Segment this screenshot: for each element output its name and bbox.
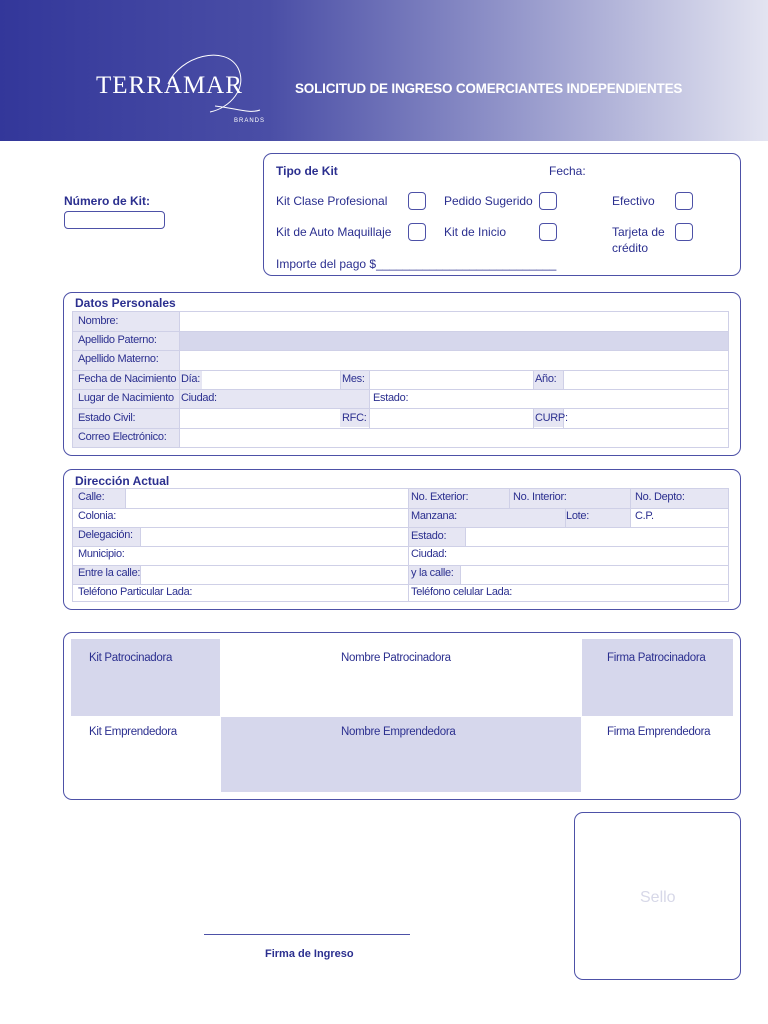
mes-label: Mes: (342, 373, 365, 385)
kit-emprendedora-label: Kit Emprendedora (89, 726, 177, 738)
sello-label: Sello (640, 889, 676, 906)
logo-subtitle: BRANDS (234, 118, 266, 124)
lugar-nacimiento-label: Lugar de Nacimiento (78, 392, 174, 404)
firma-ingreso-label: Firma de Ingreso (265, 948, 354, 960)
colonia-label: Colonia: (78, 510, 116, 522)
dir-ciudad-label: Ciudad: (411, 548, 447, 560)
no-depto-label: No. Depto: (635, 491, 685, 503)
importe-pago-label: Importe del pago $___________________________ (276, 257, 557, 271)
kit-number-label: Número de Kit: (64, 194, 151, 208)
kit-number-field[interactable] (64, 211, 165, 229)
firma-ingreso-line[interactable] (204, 934, 410, 935)
lote-label: Lote: (566, 510, 589, 522)
efectivo-label: Efectivo (612, 194, 655, 208)
kit-inicio-checkbox[interactable] (539, 223, 557, 241)
kit-clase-profesional-checkbox[interactable] (408, 192, 426, 210)
kit-inicio-label: Kit de Inicio (444, 225, 507, 239)
no-interior-label: No. Interior: (513, 491, 567, 503)
page-title: SOLICITUD DE INGRESO COMERCIANTES INDEPENDIENTES (295, 81, 683, 96)
calle-label: Calle: (78, 491, 105, 503)
estado-label: Estado: (373, 392, 409, 404)
cp-label: C.P. (635, 510, 654, 522)
datos-personales-title: Datos Personales (75, 296, 176, 310)
correo-label: Correo Electrónico: (78, 431, 167, 443)
firma-emprendedora-label: Firma Emprendedora (607, 726, 711, 738)
telefono-celular-label: Teléfono celular Lada: (411, 586, 513, 598)
manzana-label: Manzana: (411, 510, 457, 522)
tipo-kit-title: Tipo de Kit (276, 164, 338, 178)
rfc-label: RFC: (342, 412, 367, 424)
credito-label: crédito (612, 241, 649, 255)
delegacion-label: Delegación: (78, 529, 133, 541)
fecha-nacimiento-label: Fecha de Nacimiento (78, 373, 177, 385)
direccion-grid (72, 488, 729, 602)
tarjeta-credito-checkbox[interactable] (675, 223, 693, 241)
y-la-calle-label: y la calle: (411, 567, 454, 579)
kit-patrocinadora-label: Kit Patrocinadora (89, 652, 173, 664)
dir-estado-label: Estado: (411, 530, 447, 542)
apellido-paterno-field[interactable] (179, 331, 728, 348)
curp-label: CURP: (535, 412, 568, 424)
kit-clase-profesional-label: Kit Clase Profesional (276, 194, 388, 208)
estado-civil-label: Estado Civil: (78, 412, 136, 424)
efectivo-checkbox[interactable] (675, 192, 693, 210)
correo-field[interactable] (179, 428, 728, 446)
tarjeta-label: Tarjeta de (612, 225, 665, 239)
direccion-title: Dirección Actual (75, 474, 170, 488)
apellido-materno-label: Apellido Materno: (78, 353, 159, 365)
dia-label: Día: (181, 373, 200, 385)
firma-patrocinadora-label: Firma Patrocinadora (607, 652, 706, 664)
anio-label: Año: (535, 373, 557, 385)
pedido-sugerido-label: Pedido Sugerido (444, 194, 533, 208)
nombre-label: Nombre: (78, 315, 119, 327)
nombre-emprendedora-label: Nombre Emprendedora (341, 726, 456, 738)
nombre-patrocinadora-label: Nombre Patrocinadora (341, 652, 451, 664)
apellido-paterno-label: Apellido Paterno: (78, 334, 157, 346)
kit-auto-maquillaje-label: Kit de Auto Maquillaje (276, 225, 392, 239)
entre-calle-label: Entre la calle: (78, 567, 141, 579)
fecha-label: Fecha: (549, 164, 586, 178)
no-exterior-label: No. Exterior: (411, 491, 469, 503)
apellido-materno-field[interactable] (179, 350, 728, 367)
telefono-particular-label: Teléfono Particular Lada: (78, 586, 193, 598)
nombre-field[interactable] (179, 312, 728, 329)
pedido-sugerido-checkbox[interactable] (539, 192, 557, 210)
logo: TERRAMAR (96, 72, 243, 99)
kit-auto-maquillaje-checkbox[interactable] (408, 223, 426, 241)
ciudad-label: Ciudad: (181, 392, 217, 404)
municipio-label: Municipio: (78, 548, 125, 560)
